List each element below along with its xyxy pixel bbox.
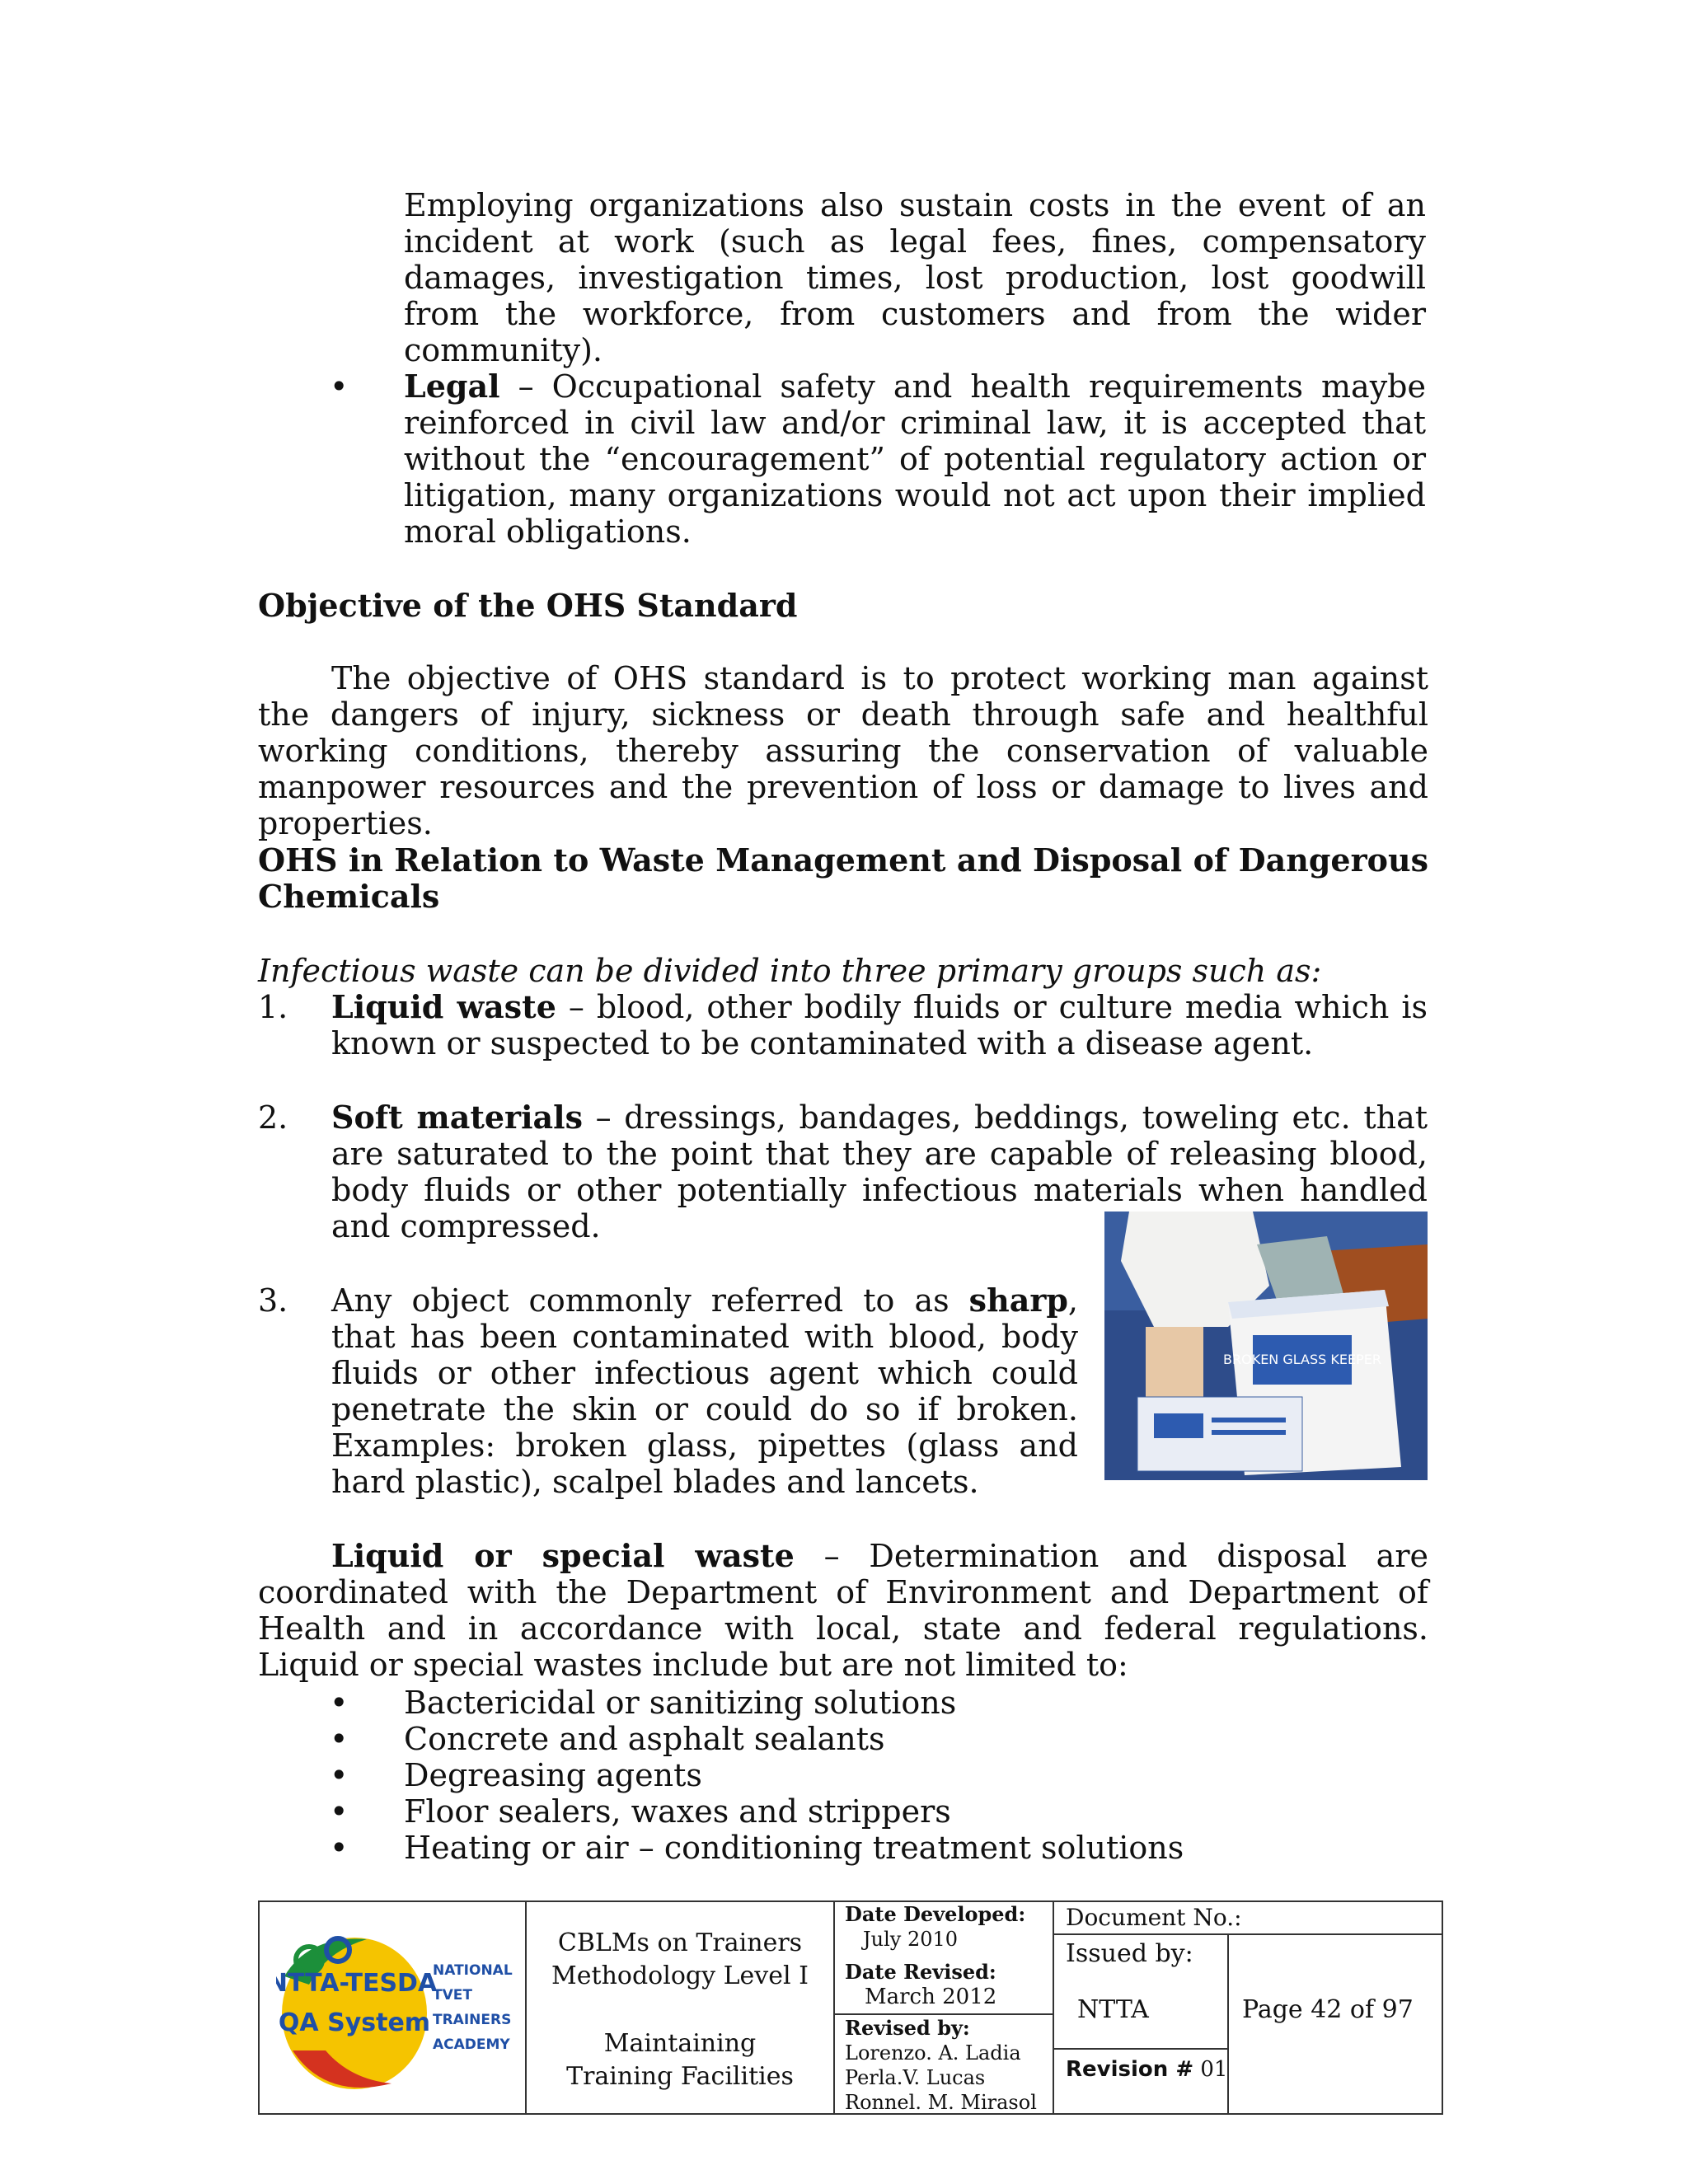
liquid-special-paragraph	[258, 1538, 1428, 1683]
logo-line-2: QA System	[278, 2008, 431, 2037]
sharps-disposal-photo	[1104, 1212, 1428, 1480]
item-number-1: 1.	[258, 989, 288, 1025]
list-item: Degreasing agents	[404, 1757, 702, 1793]
infectious-intro: Infectious waste can be divided into three primary groups such as:	[258, 953, 1322, 989]
list-item: Bactericidal or sanitizing solutions	[404, 1685, 957, 1721]
module-line-1: Maintaining	[603, 2029, 757, 2058]
divider	[833, 1902, 835, 2113]
legal-text: – Occupational safety and health requirements maybe reinforced in civil law and/or criminal law, it is accepted that without the “encouragement” of potential regulatory action or litigation, many organizations would not act upon their implied moral obligations.	[404, 368, 1426, 550]
revised-by-label: Revised by:	[845, 2016, 970, 2040]
bullet-0: •	[330, 1685, 349, 1721]
module-line-2: Training Facilities	[566, 2062, 794, 2091]
reviser: Ronnel. M. Mirasol	[845, 2091, 1037, 2114]
issuer-name: NTTA	[1077, 1995, 1149, 2024]
divider	[1053, 2048, 1227, 2050]
item-number-2: 2.	[258, 1099, 288, 1136]
logo-graphic	[276, 1927, 515, 2100]
reviser: Lorenzo. A. Ladia	[845, 2041, 1021, 2064]
cost-paragraph: Employing organizations also sustain costs in the event of an incident at work (such as legal fees, fines, compensatory damages, investigation times, lost production, lost goodwill from the workforce, from customers and from the wider community).	[404, 187, 1426, 368]
bullet-1: •	[330, 1721, 349, 1757]
list-item: Heating or air – conditioning treatment solutions	[404, 1830, 1184, 1866]
revision-value: 01	[1200, 2057, 1228, 2082]
divider	[1053, 1933, 1442, 1935]
logo-side-1: NATIONAL	[433, 1962, 513, 1979]
objective-paragraph: The objective of OHS standard is to protect working man against the dangers of injury, sickness or death through safe and healthful working conditions, thereby assuring the conservation of valuable manpower resources and the prevention of loss or damage to lives and properties.	[258, 660, 1428, 841]
divider	[833, 2013, 1053, 2015]
bullet-4: •	[330, 1830, 349, 1866]
page-number: Page 42 of 97	[1242, 1995, 1414, 2024]
course-title	[527, 1927, 833, 1993]
heading-objective: Objective of the OHS Standard	[258, 587, 798, 624]
date-cell	[845, 1902, 1051, 2009]
course-line-2: Methodology Level I	[551, 1961, 809, 1990]
item-text: , that has been contaminated with blood, body fluids or other infectious agent which could penetrate the skin or could do so if broken. Examples: broken glass, pipettes (glass and hard plastic), scalpel blades and lancets.	[331, 1282, 1078, 1500]
liquid-special-text: – Determination and disposal are coordinated with the Department of Environment and Department of Health and in accordance with local, state and federal regulations. Liquid or special wastes include but are not limited to:	[258, 1538, 1428, 1683]
logo-side-3: TRAINERS	[433, 2012, 512, 2028]
legal-term: Legal	[404, 368, 500, 405]
reviser: Perla.V. Lucas	[845, 2066, 986, 2089]
list-item: Concrete and asphalt sealants	[404, 1721, 885, 1757]
date-developed-value: July 2010	[863, 1928, 959, 1951]
revision-label: Revision #	[1066, 2057, 1194, 2082]
issued-by-label: Issued by:	[1066, 1939, 1193, 1968]
legal-paragraph	[404, 368, 1426, 550]
bullet-2: •	[330, 1757, 349, 1793]
liquid-special-term: Liquid or special waste	[331, 1537, 795, 1574]
course-line-1: CBLMs on Trainers	[557, 1929, 803, 1957]
logo-side-4: ACADEMY	[433, 2036, 510, 2053]
item-text: – blood, other bodily fluids or culture media which is known or suspected to be contaminated with a disease agent.	[331, 989, 1428, 1062]
module-title	[527, 2027, 833, 2093]
item-pre: Any object commonly referred to as	[331, 1282, 969, 1319]
revised-by-cell	[845, 2016, 1051, 2115]
legal-bullet: •	[330, 368, 349, 405]
item-sharp	[331, 1282, 1078, 1500]
document-no-label: Document No.:	[1066, 1904, 1242, 1931]
date-revised-value: March 2012	[865, 1985, 997, 2009]
item-liquid-waste	[331, 989, 1428, 1062]
item-text: – dressings, bandages, beddings, toweling etc. that are saturated to the point that they are capable of releasing blood, body fluids or other potentially infectious materials when handled and compressed.	[331, 1099, 1428, 1244]
item-number-3: 3.	[258, 1282, 288, 1319]
revision-number	[1066, 2055, 1227, 2083]
logo-side-2: TVET	[433, 1987, 472, 2004]
list-item: Floor sealers, waxes and strippers	[404, 1793, 951, 1830]
logo-line-1: NTTA-TESDA	[276, 1969, 438, 1998]
date-revised-label: Date Revised:	[845, 1960, 996, 1984]
ntta-tesda-logo	[276, 1927, 515, 2100]
date-developed-label: Date Developed:	[845, 1902, 1026, 1926]
divider	[1227, 1933, 1229, 2113]
photo-illustration	[1104, 1212, 1428, 1480]
photo-box-label: BROKEN GLASS KEEPER	[1223, 1352, 1381, 1367]
bullet-3: •	[330, 1793, 349, 1830]
heading-waste-management: OHS in Relation to Waste Management and Disposal of Dangerous Chemicals	[258, 841, 1428, 915]
item-term: sharp	[968, 1282, 1068, 1319]
item-term: Liquid waste	[331, 988, 556, 1025]
item-term: Soft materials	[331, 1099, 583, 1136]
document-footer-table	[258, 1900, 1443, 2115]
